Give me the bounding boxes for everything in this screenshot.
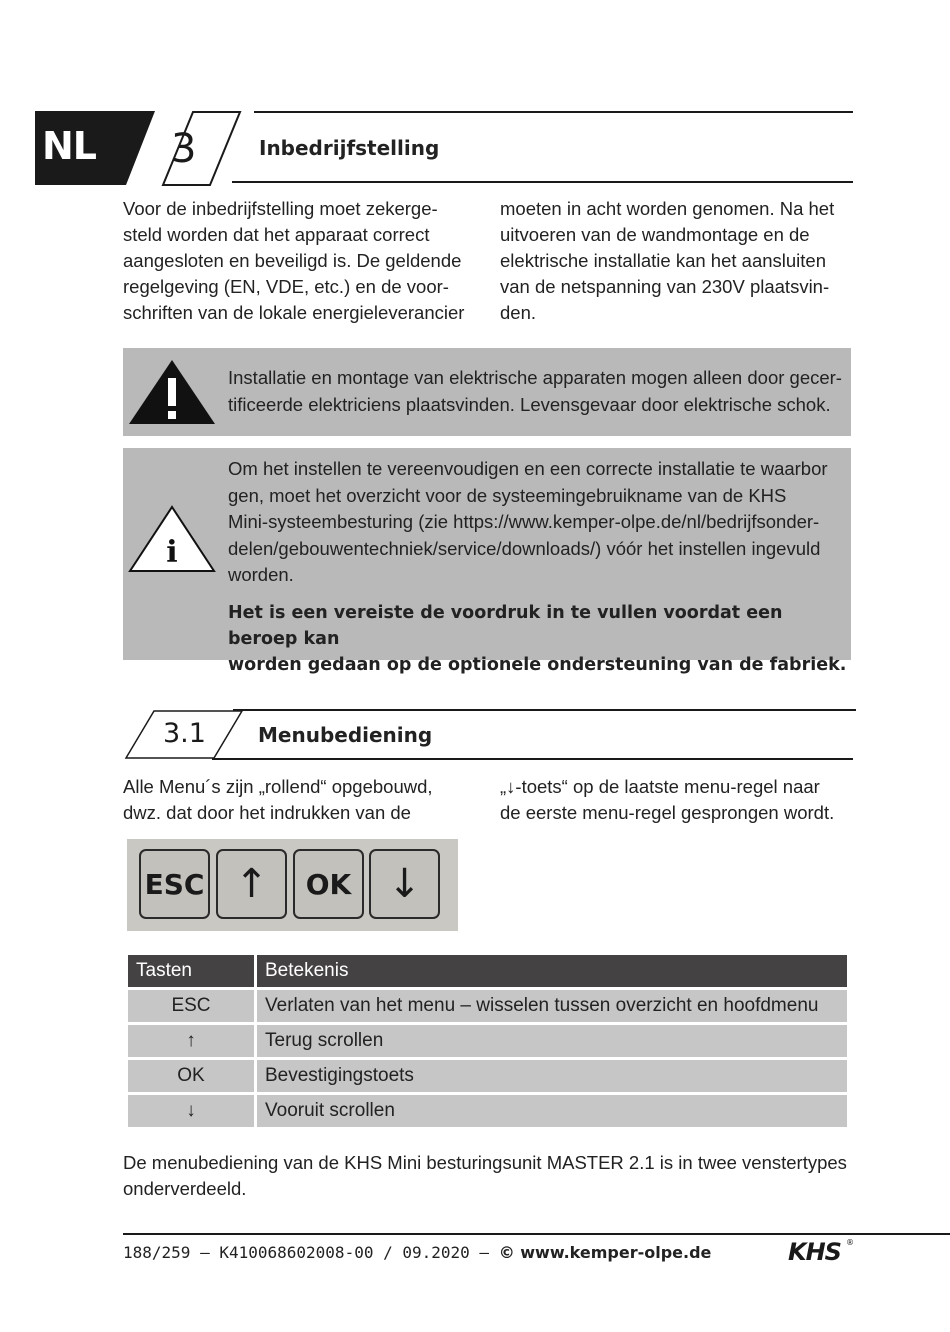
text-line: Voor de inbedrijfstelling moet zekerge- [123,198,438,219]
keypad-illustration [127,839,458,931]
text-line: den. [500,302,537,323]
info-text [228,456,848,589]
text-line: tificeerde elektriciens plaatsvinden. Levensgevaar door elektrische schok. [228,393,831,415]
closing-paragraph [123,1150,863,1202]
document-number: – K410068602008-00 / 09.2020 – [190,1243,499,1262]
table-row [128,1060,847,1092]
key-cell: ↓ [128,1095,254,1127]
registered-mark-icon: ® [846,1238,854,1247]
meaning-cell: Vooruit scrollen [257,1095,847,1127]
intro-column-1 [123,196,483,326]
section-number: 3.1 [163,718,206,749]
warning-callout [123,348,851,436]
text-line: Installatie en montage van elektrische apparaten mogen alleen door gecer- [228,367,842,388]
text-line: regelgeving (EN, VDE, etc.) en de voor- [123,276,449,297]
text-line: schriften van de lokale energieleverancier [123,302,465,323]
chapter-title: Inbedrijfstelling [259,136,440,160]
table-row [128,1025,847,1057]
column-header-meaning: Betekenis [257,955,847,987]
text-line: aangesloten en beveiligd is. De geldende [123,250,462,271]
text-line: De menubediening van de KHS Mini besturingsunit MASTER 2.1 is in twee venstertypes [123,1152,847,1173]
language-code: NL [42,124,97,168]
footer-text [123,1243,711,1262]
section-top-rule [233,709,856,711]
header-top-rule [254,111,853,113]
page-number: 188/259 [123,1243,191,1262]
section-title: Menubediening [258,723,433,747]
up-arrow-key: ↑ [216,849,287,919]
footer-rule [123,1233,950,1235]
text-line: „↓-toets“ op de laatste menu-regel naar [500,776,820,797]
text-line: uitvoeren van de wandmontage en de [500,224,810,245]
chapter-number: 3 [171,126,197,172]
text-line: de eerste menu-regel gesprongen wordt. [500,802,835,823]
svg-text:i: i [166,535,178,570]
header-bottom-rule [232,181,853,183]
ok-key: OK [293,849,364,919]
warning-triangle-icon [127,358,217,426]
text-line: worden gedaan op de optionele ondersteuning van de fabriek. [228,655,847,675]
text-line: Om het instellen te vereenvoudigen en een correcte installatie te waarbor [228,458,828,479]
table-row [128,1095,847,1127]
text-line: Mini-systeembesturing (zie https://www.kemper-olpe.de/nl/bedrijfsonder- [228,511,820,532]
copyright-website: © www.kemper-olpe.de [498,1243,712,1262]
key-cell: ↑ [128,1025,254,1057]
section-column-2 [500,774,860,826]
text-line: delen/gebouwentechniek/service/downloads/) vóór het instellen ingevuld [228,537,821,559]
text-line: worden. [228,564,294,585]
text-line: steld worden dat het apparaat correct [123,224,430,245]
section-bottom-rule [212,758,853,760]
text-line: moeten in acht worden genomen. Na het [500,198,835,219]
table-row [128,990,847,1022]
table-header-row [128,955,847,987]
key-cell: OK [128,1060,254,1092]
warning-text [228,365,848,418]
down-arrow-key: ↓ [369,849,440,919]
column-header-keys: Tasten [128,955,254,987]
text-line: elektrische installatie kan het aansluiten [500,250,826,271]
meaning-cell: Terug scrollen [257,1025,847,1057]
key-cell: ESC [128,990,254,1022]
text-line: Alle Menu´s zijn „rollend“ opgebouwd, [123,776,433,797]
info-bold-text [228,600,850,678]
khs-logo: KHS [788,1238,841,1266]
meaning-cell: Bevestigingstoets [257,1060,847,1092]
text-line: Het is een vereiste de voordruk in te vullen voordat een beroep kan [228,603,783,649]
text-line: gen, moet het overzicht voor de systeemingebruikname van de KHS [228,484,787,506]
intro-column-2 [500,196,860,326]
info-triangle-icon [127,504,217,574]
key-meaning-table [125,952,850,1130]
text-line: van de netspanning van 230V plaatsvin- [500,276,830,297]
text-line: onderverdeeld. [123,1178,247,1199]
meaning-cell: Verlaten van het menu – wisselen tussen overzicht en hoofdmenu [257,990,847,1022]
section-column-1 [123,774,483,826]
esc-key: ESC [139,849,210,919]
info-callout [123,448,851,675]
text-line: dwz. dat door het indrukken van de [123,802,411,823]
